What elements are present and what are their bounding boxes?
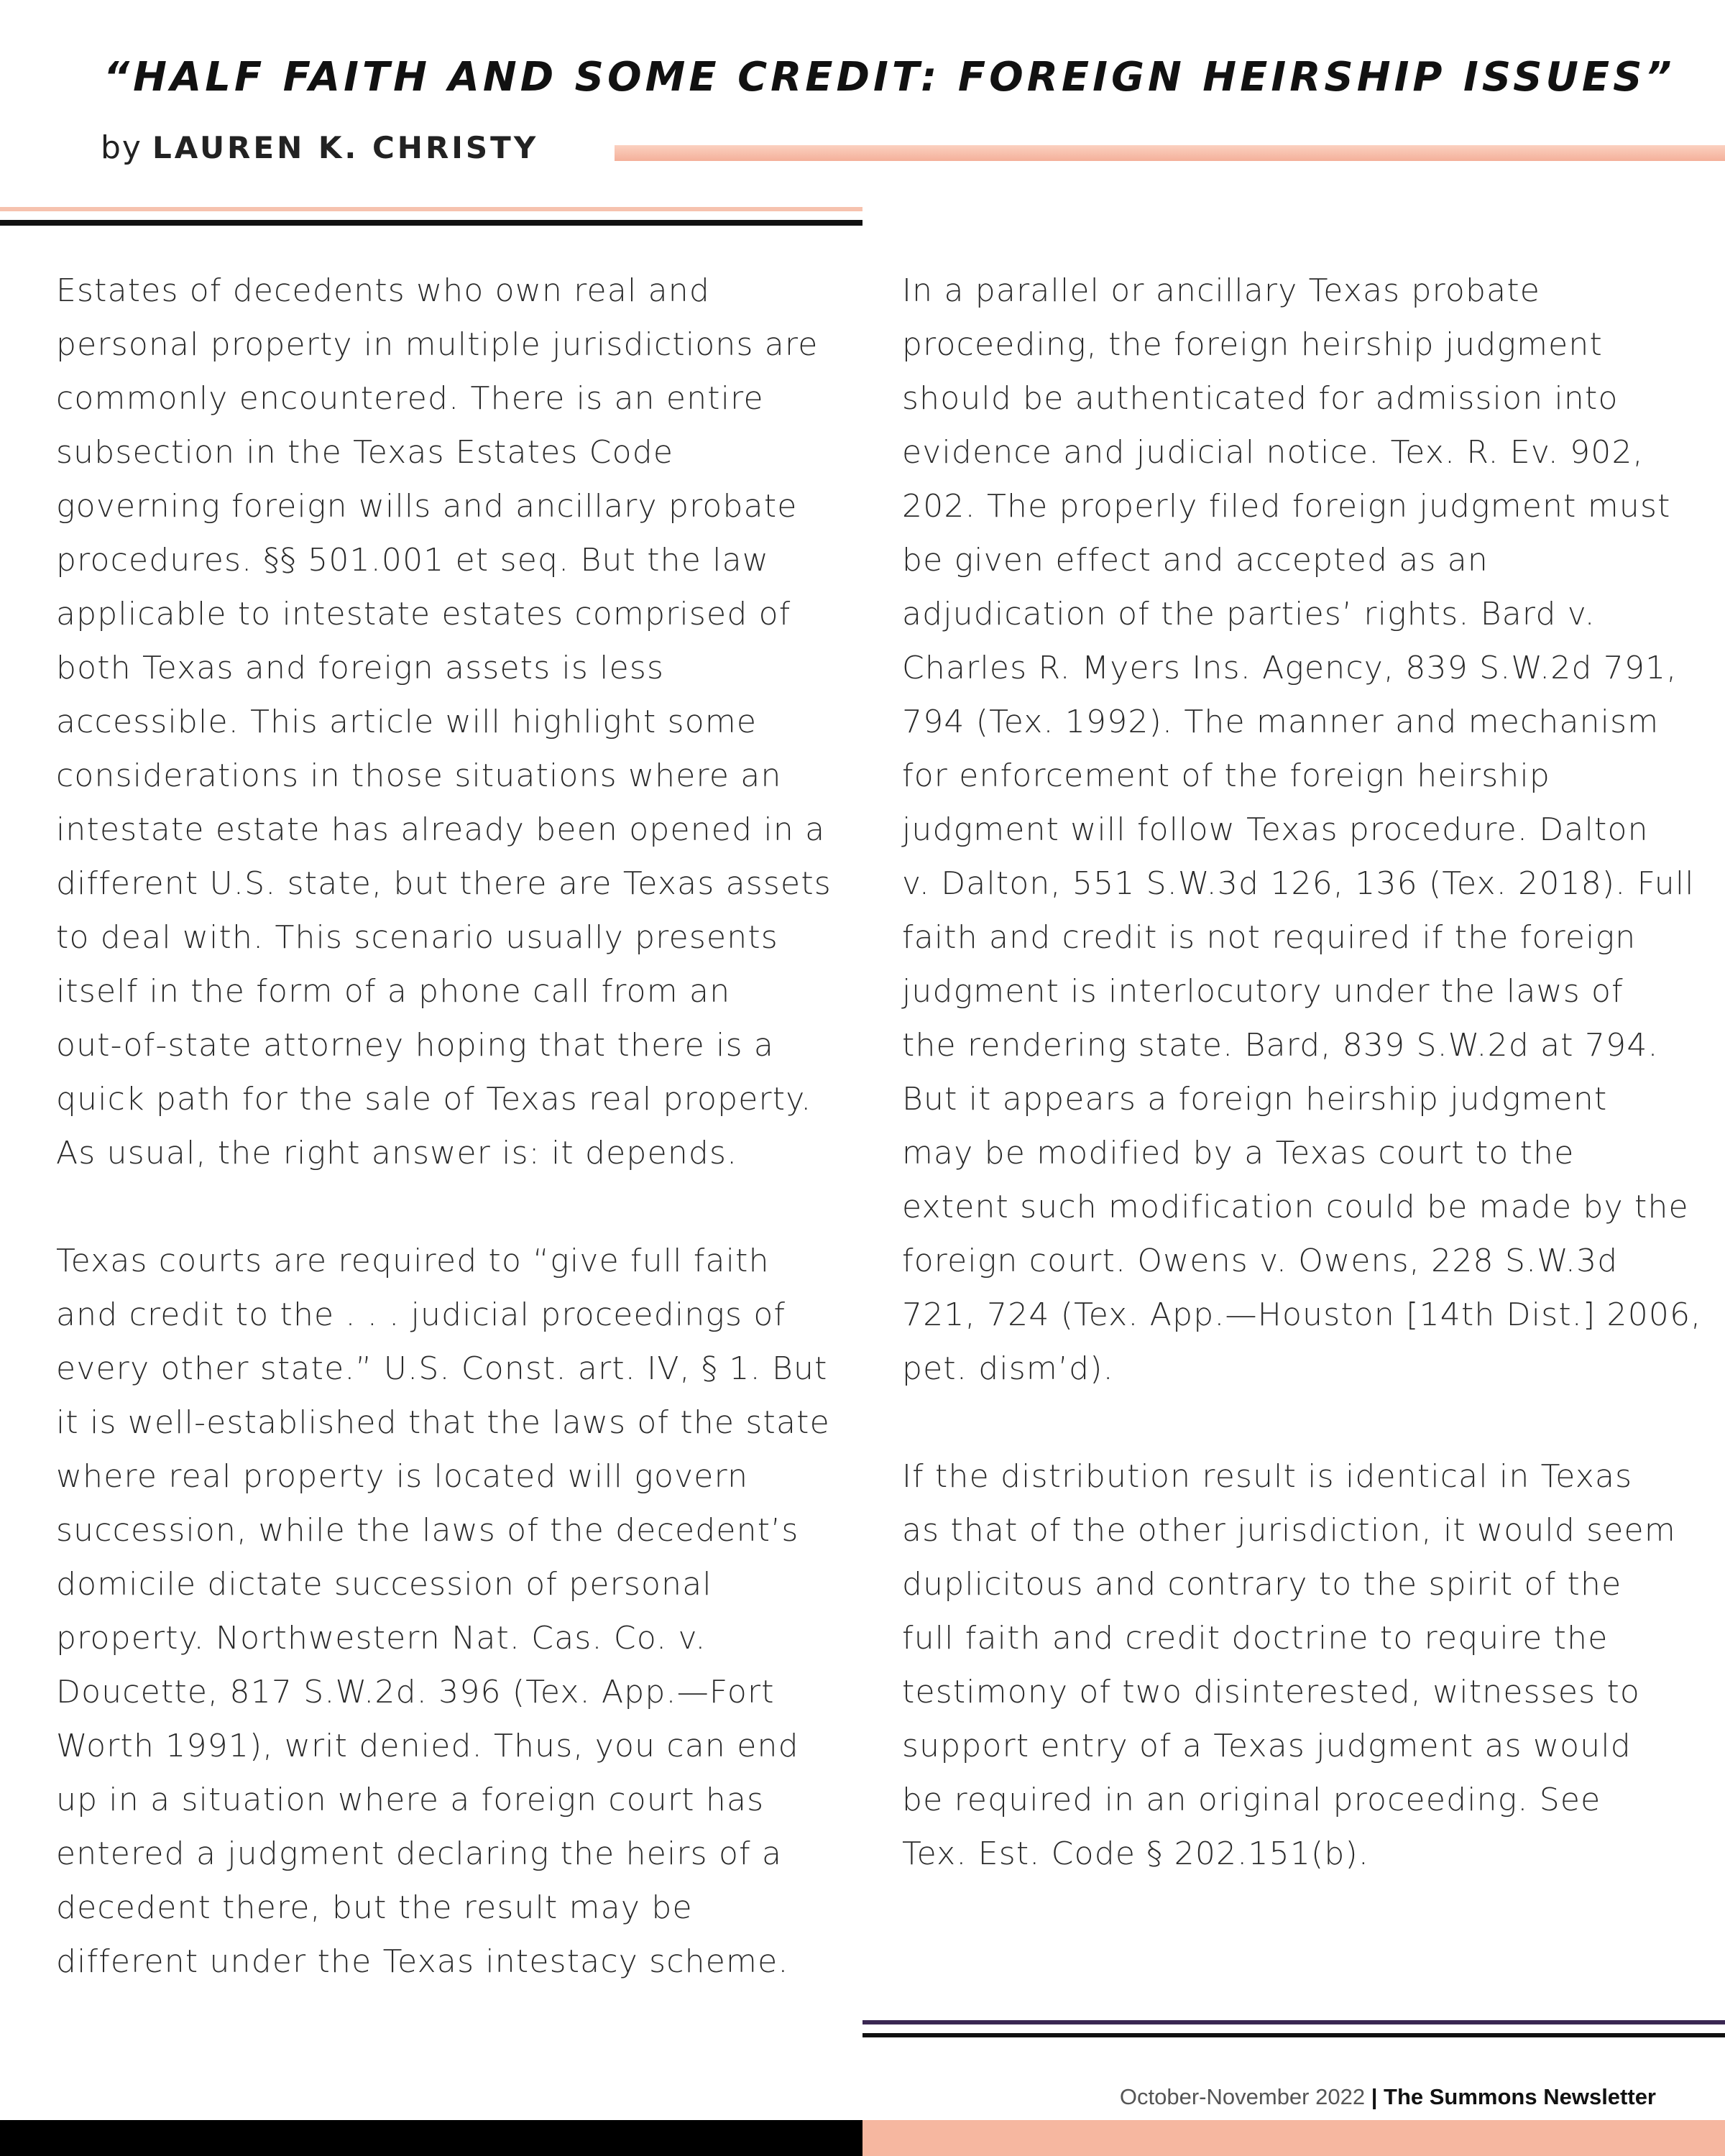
text-line: 202. The properly filed foreign judgment must [902,488,1671,525]
right-column [902,264,1707,1935]
header-peach-divider [0,207,862,211]
text-line: duplicitous and contrary to the spirit of the [902,1566,1622,1603]
text-line: domicile dictate succession of personal [56,1566,712,1603]
text-line: judgment is interlocutory under the laws of [902,973,1624,1010]
text-line: different U.S. state, but there are Texas assets [56,865,832,902]
text-line: decedent there, but the result may be [56,1889,693,1926]
footer-purple-divider [862,2020,1725,2024]
text-line: every other state.” U.S. Const. art. IV, § 1. But [56,1350,828,1387]
text-line: considerations in those situations where an [56,757,782,794]
text-line: out-of-state attorney hoping that there is a [56,1027,775,1064]
text-line: testimony of two disinterested, witnesses to [902,1674,1641,1710]
footer-black-bar [0,2120,862,2156]
text-line: personal property in multiple jurisdictions are [56,326,819,363]
text-line: quick path for the sale of Texas real property. [56,1081,812,1118]
page-footer [1120,2083,1656,2111]
text-line: entered a judgment declaring the heirs of a [56,1835,783,1872]
text-line: intestate estate has already been opened in a [56,811,826,848]
text-line: it is well-established that the laws of the state [56,1404,830,1441]
text-line: Worth 1991), writ denied. Thus, you can end [56,1728,799,1764]
text-line: commonly encountered. There is an entire [56,380,764,417]
text-line: adjudication of the parties’ rights. Bard v. [902,596,1596,632]
text-line: both Texas and foreign assets is less [56,650,665,686]
text-line: Estates of decedents who own real and [56,272,710,309]
text-line: as that of the other jurisdiction, it would seem [902,1512,1676,1549]
text-line: for enforcement of the foreign heirship [902,757,1551,794]
paragraph [56,264,854,1180]
text-line: support entry of a Texas judgment as would [902,1728,1632,1764]
text-line: As usual, the right answer is: it depends. [56,1135,738,1171]
text-line: pet. dism’d). [902,1350,1114,1387]
text-line: accessible. This article will highlight some [56,704,758,740]
text-line: 794 (Tex. 1992). The manner and mechanism [902,704,1660,740]
text-line: faith and credit is not required if the foreign [902,919,1637,956]
text-line: judgment will follow Texas procedure. Dalton [902,811,1649,848]
text-line: governing foreign wills and ancillary probate [56,488,798,525]
issue-date: October-November 2022 [1119,2084,1366,2109]
text-line: and credit to the . . . judicial proceedings of [56,1296,786,1333]
paragraph [902,1450,1707,1881]
text-line: to deal with. This scenario usually presents [56,919,778,956]
newsletter-name: The Summons Newsletter [1384,2084,1656,2109]
text-line: v. Dalton, 551 S.W.3d 126, 136 (Tex. 2018). Full [902,865,1695,902]
text-line: different under the Texas intestacy scheme. [56,1943,789,1980]
text-line: subsection in the Texas Estates Code [56,434,674,471]
header-black-divider [0,220,862,226]
paragraph [902,264,1707,1396]
text-line: Tex. Est. Code § 202.151(b). [902,1835,1370,1872]
text-line: succession, while the laws of the decedent’s [56,1512,799,1549]
text-line: procedures. §§ 501.001 et seq. But the law [56,542,769,579]
footer-peach-bar [862,2120,1725,2156]
text-line: itself in the form of a phone call from an [56,973,731,1010]
author-name: LAUREN K. CHRISTY [152,130,539,165]
byline [101,126,538,170]
text-line: But it appears a foreign heirship judgment [902,1081,1608,1118]
footer-separator: | [1371,2084,1378,2109]
text-line: Charles R. Myers Ins. Agency, 839 S.W.2d 791, [902,650,1678,686]
left-column [56,264,854,2042]
article-title: “HALF FAITH AND SOME CREDIT: FOREIGN HEIRSHIP ISSUES” [104,54,1675,101]
text-line: If the distribution result is identical in Texas [902,1458,1633,1495]
paragraph [56,1234,854,1989]
footer-black-divider [862,2033,1725,2037]
text-line: foreign court. Owens v. Owens, 228 S.W.3d [902,1243,1619,1279]
text-line: evidence and judicial notice. Tex. R. Ev. 902, [902,434,1644,471]
text-line: be required in an original proceeding. See [902,1782,1601,1818]
text-line: proceeding, the foreign heirship judgment [902,326,1603,363]
text-line: Doucette, 817 S.W.2d. 396 (Tex. App.—Fort [56,1674,775,1710]
text-line: where real property is located will govern [56,1458,749,1495]
text-line: should be authenticated for admission into [902,380,1619,417]
text-line: may be modified by a Texas court to the [902,1135,1575,1171]
text-line: 721, 724 (Tex. App.—Houston [14th Dist.] 2006, [902,1296,1702,1333]
text-line: property. Northwestern Nat. Cas. Co. v. [56,1620,707,1657]
text-line: extent such modification could be made by the [902,1189,1689,1225]
text-line: full faith and credit doctrine to require the [902,1620,1609,1657]
text-line: the rendering state. Bard, 839 S.W.2d at 794. [902,1027,1659,1064]
byline-prefix: by [101,129,142,166]
text-line: applicable to intestate estates comprised of [56,596,791,632]
text-line: Texas courts are required to “give full faith [56,1243,770,1279]
header-accent-rule [615,145,1725,161]
text-line: up in a situation where a foreign court has [56,1782,765,1818]
text-line: In a parallel or ancillary Texas probate [902,272,1541,309]
text-line: be given effect and accepted as an [902,542,1489,579]
